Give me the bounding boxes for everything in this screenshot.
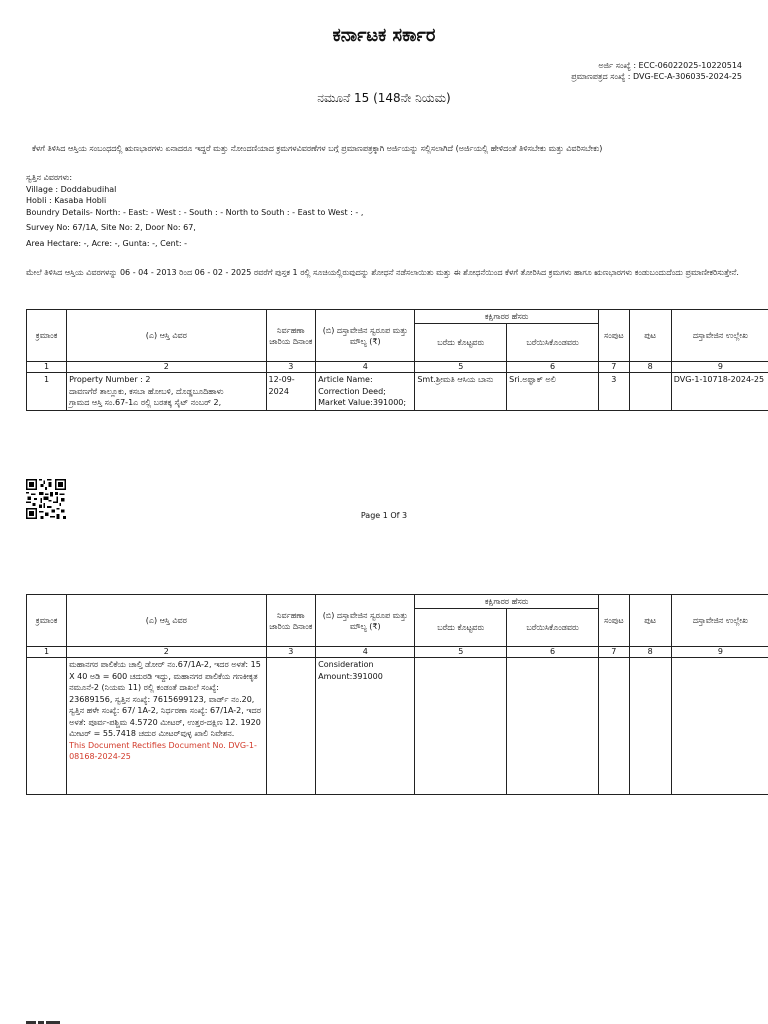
- col-number: 8: [629, 362, 671, 373]
- header-parties: ಕಕ್ಷಿಗಾರರ ಹೆಸರು: [415, 310, 599, 324]
- row-doc-ref: DVG-1-10718-2024-25: [671, 373, 768, 411]
- col-number: 4: [316, 647, 415, 658]
- row-exec-date: [266, 658, 316, 795]
- intro-text: ಕೆಳಗೆ ತಿಳಿಸಿದ ಆಸ್ತಿಯ ಸಂಬಂಧದಲ್ಲಿ ಋಣಭಾರಗಳು ಏನಾದರೂ ಇದ್ದರೆ ಮತ್ತು ನೋಂದಣಿಯಾದ ಕ್ರಮಗಳವಿವರಣೆಗಳ ಬಗ್ಗೆ ಪ್ರಮಾಣಪತ್ರಕ್ಕಾಗಿ ಅರ್ಜಿಯನ್ನು ಸಲ್ಲಿಸಲಾಗಿದೆ (ಅರ್ಜಿಯಲ್ಲಿ ಹೇಳಿದಂತೆ ತಿಳಿಸಬೇಕು ಮತ್ತು ವಿವರಿಸಬೇಕು): [32, 144, 603, 153]
- header-property: (ಎ) ಆಸ್ತಿ ವಿವರ: [67, 310, 266, 362]
- hobli: Hobli : Kasaba Hobli: [26, 196, 107, 205]
- row-page: [629, 658, 671, 795]
- encumbrance-table: [26, 309, 768, 411]
- header-exec-date: ನಿರ್ವಹಣಾ ಜಾರಿಯ ದಿನಾಂಕ: [266, 595, 316, 647]
- doc-line: Amount:391000: [318, 671, 383, 681]
- col-number: 8: [629, 647, 671, 658]
- doc-line: Correction Deed;: [318, 386, 386, 396]
- col-number: 7: [598, 647, 629, 658]
- header-claimant: ಬರೆಯಿಸಿಕೊಂಡವರು: [507, 609, 599, 647]
- row-doc-ref: [671, 658, 768, 795]
- row-exec-date: 12-09-2024: [266, 373, 316, 411]
- area-details: Area Hectare: -, Acre: -, Gunta: -, Cent: -: [26, 238, 187, 248]
- header-serial: ಕ್ರಮಾಂಕ: [27, 595, 67, 647]
- col-number: 5: [415, 647, 507, 658]
- header-executant: ಬರೆದು ಕೊಟ್ಟವರು: [415, 609, 507, 647]
- reference-numbers: [571, 60, 742, 82]
- table-row: [27, 658, 768, 795]
- property-line: ಗ್ರಾಮದ ಆಸ್ತಿ ಸಂ.67-1ಎ ರಲ್ಲಿ ಬರತಕ್ಕ ಸೈಟ್ ನಂಬರ್ 2,: [69, 398, 222, 407]
- col-number: 3: [266, 647, 316, 658]
- header-doc-nature: (ಬಿ) ದಸ್ತಾವೇಜಿನ ಸ್ವರೂಪ ಮತ್ತು ಮೌಲ್ಯ (₹): [316, 310, 415, 362]
- row-doc-nature: [316, 373, 415, 411]
- search-statement: ಮೇಲೆ ತಿಳಿಸಿದ ಆಸ್ತಿಯ ವಿವರಗಳನ್ನು 06 - 04 - 2013 ರಿಂದ 06 - 02 - 2025 ರವರೆಗೆ ಪುಸ್ತಕ 1 ರಲ್ಲಿ ಸೂಚಿಯಲ್ಲಿರುವುದನ್ನು ಶೋಧನೆ ನಡೆಸಲಾಯಿತು ಮತ್ತು ಈ ಶೋಧನೆಯಿಂದ ಕೆಳಗೆ ತೋರಿಸಿದ ಕ್ರಮಗಳು ಹಾಗೂ ಋಣಭಾರಗಳು ಕಂಡುಬಂದುದೆಂದು ಪ್ರಮಾಣೀಕರಿಸುತ್ತೇನೆ.: [26, 268, 739, 277]
- village: Village : Doddabudihal: [26, 184, 117, 194]
- certificate-number: ಪ್ರಮಾಣಪತ್ರದ ಸಂಖ್ಯೆ : DVG-EC-A-306035-2024-25: [571, 72, 742, 81]
- col-number: 6: [507, 362, 599, 373]
- header-doc-ref: ದಸ್ತಾವೇಜಿನ ಉಲ್ಲೇಖ: [671, 310, 768, 362]
- row-executant: Smt.ಶ್ರೀಮತಿ ಆಸಿಯ ಬಾನು: [415, 373, 507, 411]
- header-volume: ಸಂಪುಟ: [598, 310, 629, 362]
- col-number: 5: [415, 362, 507, 373]
- col-number: 3: [266, 362, 316, 373]
- property-line: ದಾವಣಗೆರೆ ತಾಲ್ಲೂಕು, ಕಸಬಾ ಹೋಬಳಿ, ದೊಡ್ಡಬೂದಿಹಾಳು: [69, 386, 224, 396]
- col-number: 1: [27, 647, 67, 658]
- row-serial: [27, 658, 67, 795]
- col-number: 2: [67, 647, 266, 658]
- header-serial: ಕ್ರಮಾಂಕ: [27, 310, 67, 362]
- row-doc-nature: [316, 658, 415, 795]
- col-number: 1: [27, 362, 67, 373]
- property-line: Property Number : 2: [69, 375, 151, 384]
- header-doc-ref: ದಸ್ತಾವೇಜಿನ ಉಲ್ಲೇಖ: [671, 595, 768, 647]
- header-executant: ಬರೆದು ಕೊಟ್ಟವರು: [415, 324, 507, 362]
- header-volume: ಸಂಪುಟ: [598, 595, 629, 647]
- next-page-edge-mark: [26, 1020, 66, 1024]
- col-number: 9: [671, 647, 768, 658]
- row-volume: [598, 658, 629, 795]
- application-number: ಅರ್ಜಿ ಸಂಖ್ಯೆ : ECC-06022025-10220514: [598, 61, 742, 70]
- survey-details: Survey No: 67/1A, Site No: 2, Door No: 67,: [26, 223, 196, 232]
- property-text: ಮಹಾನಗರ ಪಾಲಿಕೆಯ ಚಾಲ್ತಿ ಡೋರ್ ನಂ.67/1A-2, ಇದರ ಅಳತೆ: 15 X 40 ಅಡಿ = 600 ಚದುರಡಿ ಇದ್ದು, ಮಹಾನಗರ ಪಾಲಿಕೆಯ ಗಣಕೀಕೃತ ನಮೂನೆ-2 (ನಿಯಮ 11) ರಲ್ಲಿ ಕಂಡಂತೆ ದಾಖಲೆ ಸಂಖ್ಯೆ: 23689156, ಸ್ವತ್ತಿನ ಸಂಖ್ಯೆ: 7615699123, ವಾರ್ಡ್ ನಂ.20, ಸ್ವತ್ತಿನ ಹಳೇ ಸಂಖ್ಯೆ: 67/ 1A-2, ನಿರ್ಧರಣಾ ಸಂಖ್ಯೆ: 67/1A-2, ಇದರ ಅಳತೆ: ಪೂರ್ವ-ಪಶ್ಚಿಮ 4.5720 ಮೀಟರ್, ಉತ್ತರ-ದಕ್ಷಿಣ 12. 1920 ಮೀಟರ್ = 55.7418 ಚದುರ ಮೀಟರ್‌ವುಳ್ಳ ಖಾಲಿ ನಿವೇಶನ.: [69, 660, 261, 738]
- col-number: 4: [316, 362, 415, 373]
- boundary-details: Boundry Details- North: - East: - West : - South : - North to South : - East to West : - ,: [26, 207, 364, 217]
- row-property: [67, 658, 266, 795]
- row-claimant: Sri.ಅಫ್ಘಾಕ್ ಅಲಿ: [507, 373, 599, 411]
- col-number: 9: [671, 362, 768, 373]
- col-number: 2: [67, 362, 266, 373]
- doc-line: Market Value:391000;: [318, 398, 407, 407]
- table-row: [27, 373, 768, 411]
- header-exec-date: ನಿರ್ವಹಣಾ ಜಾರಿಯ ದಿನಾಂಕ: [266, 310, 316, 362]
- header-property: (ಎ) ಆಸ್ತಿ ವಿವರ: [67, 595, 266, 647]
- header-parties: ಕಕ್ಷಿಗಾರರ ಹೆಸರು: [415, 595, 599, 609]
- row-serial: 1: [27, 373, 67, 411]
- col-number: 6: [507, 647, 599, 658]
- row-page: [629, 373, 671, 411]
- col-number: 7: [598, 362, 629, 373]
- row-volume: 3: [598, 373, 629, 411]
- doc-line: Consideration: [318, 660, 374, 669]
- row-executant: [415, 658, 507, 795]
- page-number: Page 1 Of 3: [360, 511, 408, 520]
- header-page: ಪುಟ: [629, 310, 671, 362]
- encumbrance-table-continued: [26, 594, 768, 795]
- row-claimant: [507, 658, 599, 795]
- header-page: ಪುಟ: [629, 595, 671, 647]
- header-claimant: ಬರೆಯಿಸಿಕೊಂಡವರು: [507, 324, 599, 362]
- rectify-note: This Document Rectifies Document No. DVG-1-08168-2024-25: [69, 740, 257, 761]
- form-title: ನಮೂನೆ 15 (148ನೇ ನಿಯಮ): [317, 91, 451, 105]
- header-doc-nature: (ಬಿ) ದಸ್ತಾವೇಜಿನ ಸ್ವರೂಪ ಮತ್ತು ಮೌಲ್ಯ (₹): [316, 595, 415, 647]
- page-title: ಕರ್ನಾಟಕ ಸರ್ಕಾರ: [332, 25, 436, 46]
- property-details: [26, 172, 363, 249]
- property-heading: ಸ್ವತ್ತಿನ ವಿವರಗಳು:: [26, 173, 73, 182]
- row-property: [67, 373, 266, 411]
- doc-line: Article Name:: [318, 375, 373, 384]
